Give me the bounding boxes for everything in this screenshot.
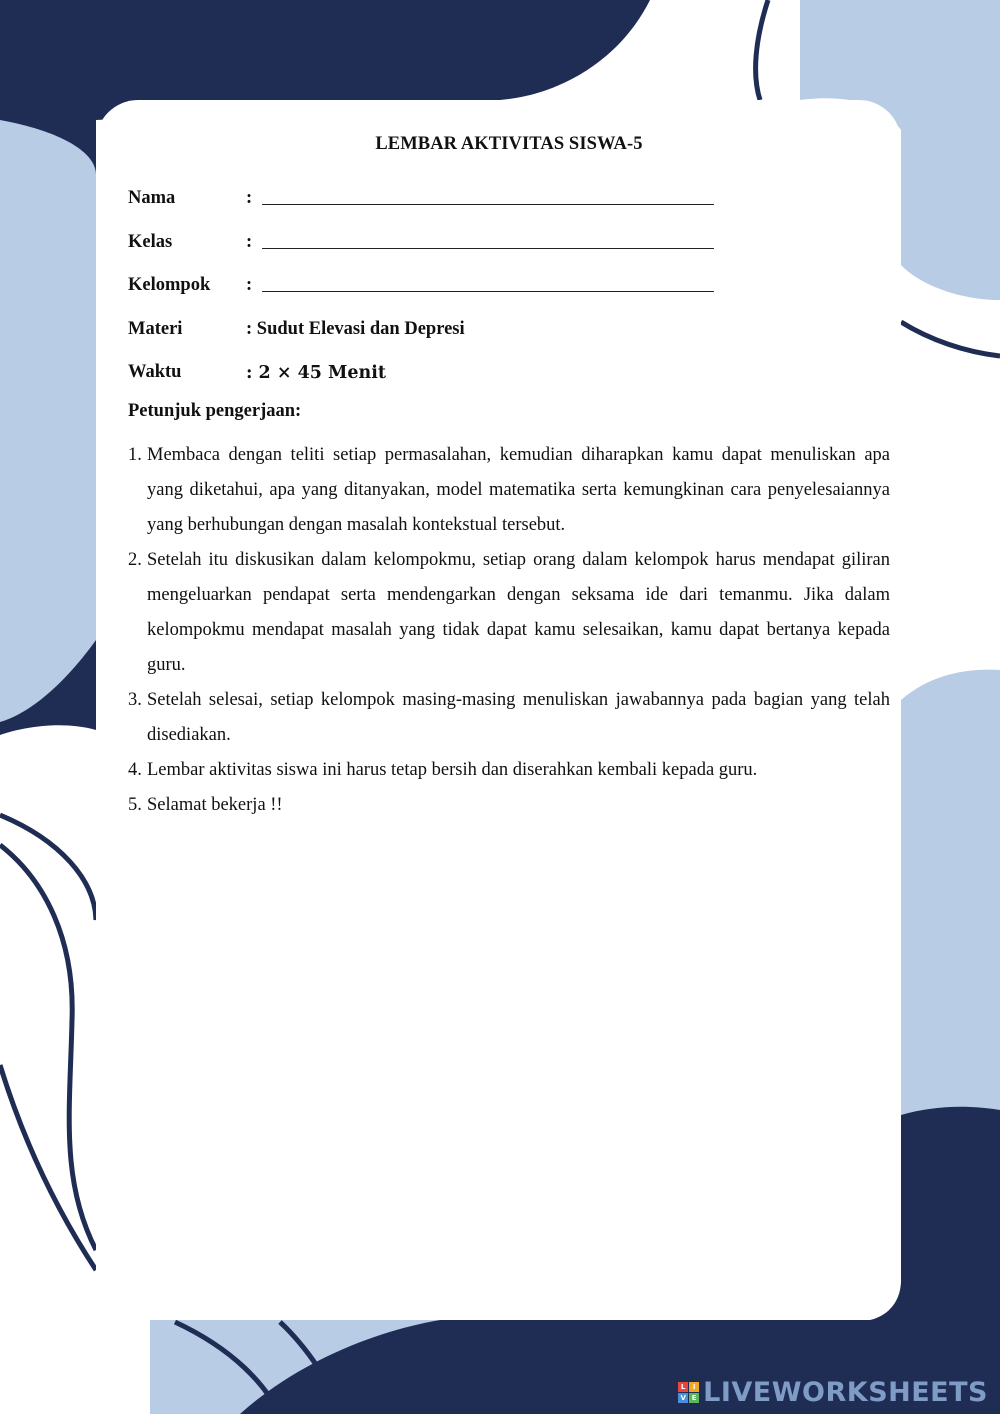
list-item-number: 5.	[128, 794, 142, 815]
logo-letter-i: I	[689, 1382, 699, 1392]
list-item	[128, 543, 890, 683]
kelas-row	[128, 227, 890, 253]
list-item-text: Lembar aktivitas siswa ini harus tetap bersih dan diserahkan kembali kepada guru.	[147, 759, 758, 780]
list-item-number: 3.	[128, 689, 142, 710]
worksheet-title: LEMBAR AKTIVITAS SISWA-5	[375, 134, 643, 154]
list-item-text: Membaca dengan teliti setiap permasalahan, kemudian diharapkan kamu dapat menuliskan apa yang diketahui, apa yang ditanyakan, model matematika serta kemungkinan cara penyelesaiannya yang berhubungan dengan masalah kontekstual tersebut.	[147, 444, 890, 535]
materi-row	[128, 314, 890, 340]
list-item	[128, 753, 890, 788]
logo-letter-e: E	[689, 1393, 699, 1403]
worksheet-content	[128, 134, 890, 823]
kelas-label: Kelas	[128, 231, 173, 252]
light-blue-blob-right	[901, 670, 1000, 1120]
kelas-colon: :	[246, 231, 253, 252]
list-item-text: Selamat bekerja !!	[147, 794, 283, 815]
nama-label: Nama	[128, 188, 176, 208]
light-blue-blob-left	[0, 120, 96, 722]
kelompok-input-line[interactable]	[262, 277, 714, 292]
curve-top-right	[756, 0, 768, 100]
list-item-text: Setelah selesai, setiap kelompok masing-masing menuliskan jawabannya pada bagian yang telah disediakan.	[147, 689, 890, 745]
logo-letter-l: L	[678, 1382, 688, 1392]
nama-input-line[interactable]	[262, 190, 714, 205]
nama-colon: :	[246, 188, 253, 208]
list-item	[128, 683, 890, 753]
kelas-input-line[interactable]	[262, 234, 714, 249]
liveworksheets-logo-icon	[678, 1382, 699, 1403]
instructions-title: Petunjuk pengerjaan:	[128, 400, 302, 421]
waktu-label: Waktu	[128, 362, 182, 382]
list-item	[128, 788, 890, 823]
waktu-row	[128, 357, 890, 383]
liveworksheets-watermark	[678, 1377, 988, 1408]
list-item	[128, 438, 890, 543]
curve-mid-right	[901, 322, 1000, 356]
list-item-number: 2.	[128, 549, 142, 570]
kelompok-label: Kelompok	[128, 275, 211, 295]
materi-label: Materi	[128, 318, 183, 339]
nama-row	[128, 183, 890, 209]
waktu-value: : 2 × 45 Menit	[246, 363, 386, 383]
watermark-text: LIVEWORKSHEETS	[703, 1377, 988, 1408]
kelompok-row	[128, 270, 890, 296]
list-item-number: 1.	[128, 444, 142, 465]
kelompok-colon: :	[246, 275, 253, 295]
list-item-text: Setelah itu diskusikan dalam kelompokmu, setiap orang dalam kelompok harus mendapat giliran mengeluarkan pendapat serta mendengarkan dengan seksama ide dari temanmu. Jika dalam kelompokmu mendapat masalah yang tidak dapat kamu selesaikan, kamu dapat bertanya kepada guru.	[147, 549, 890, 675]
list-item-number: 4.	[128, 759, 142, 780]
curve-left-3	[0, 1065, 96, 1270]
instructions-list	[128, 438, 890, 823]
materi-value: : Sudut Elevasi dan Depresi	[246, 318, 465, 339]
logo-letter-v: V	[678, 1393, 688, 1403]
